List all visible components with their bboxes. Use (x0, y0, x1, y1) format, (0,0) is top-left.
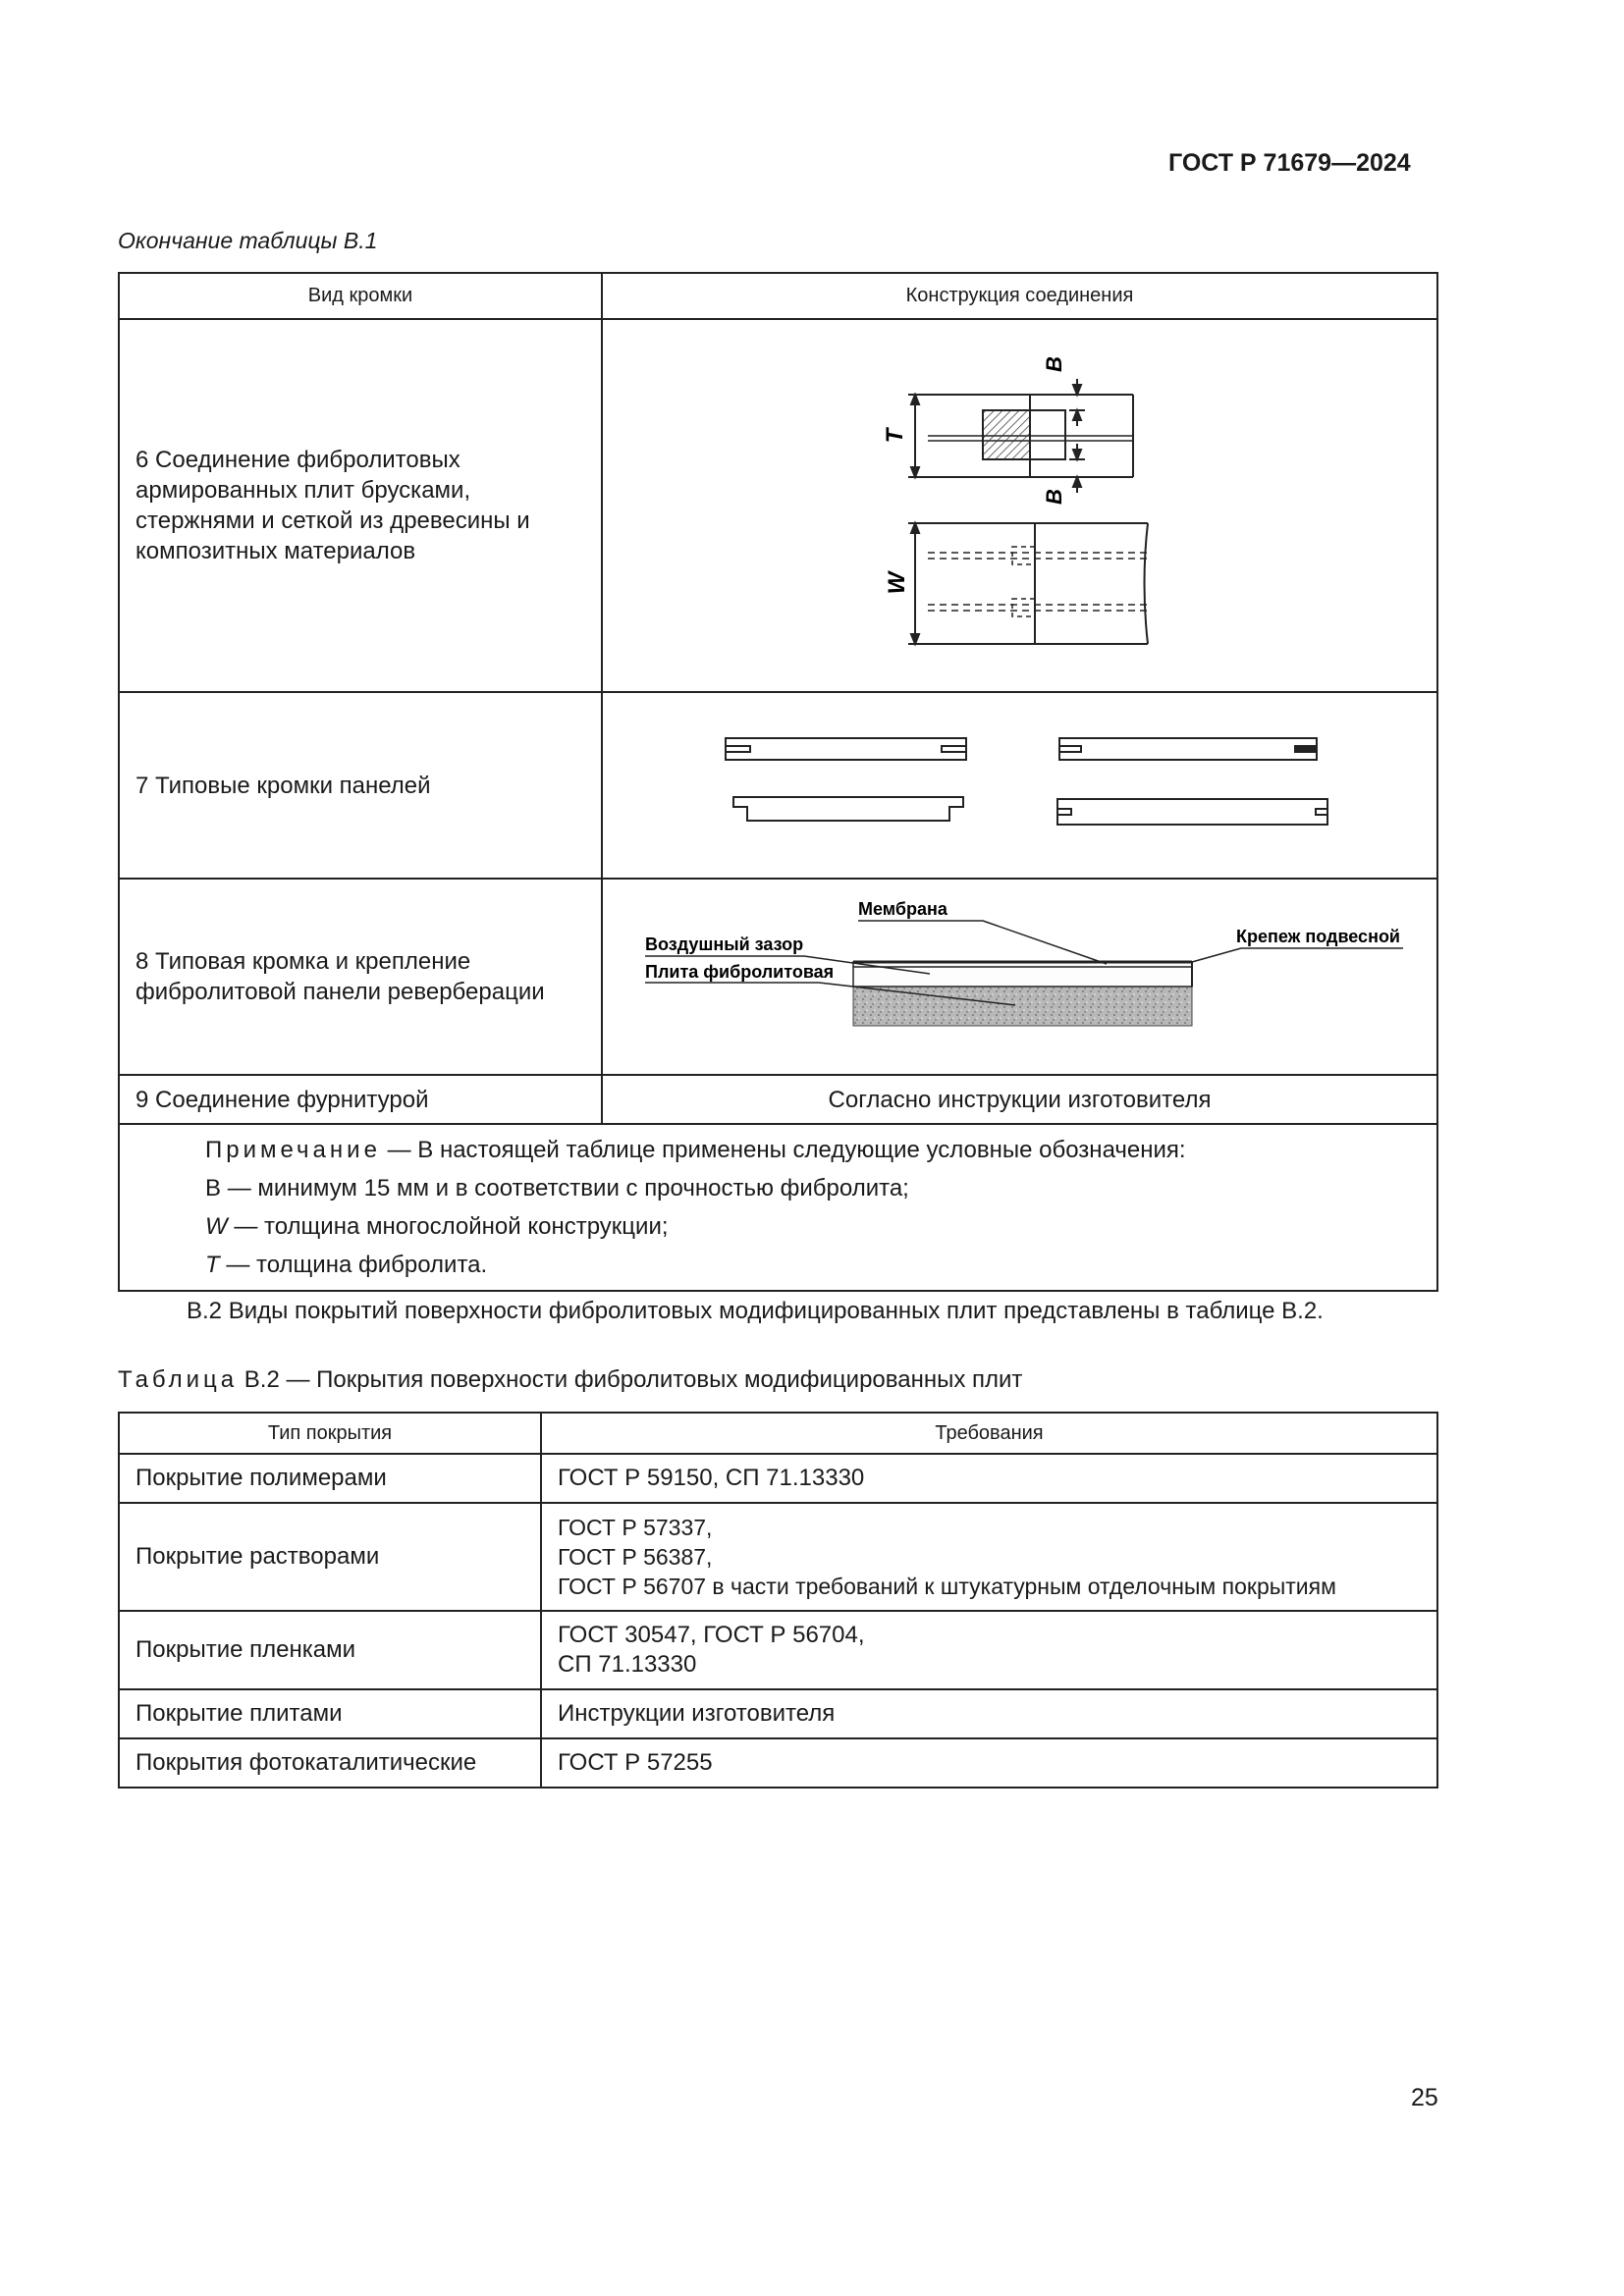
table-row (119, 1075, 1437, 1124)
joint-figure-cell (602, 319, 1437, 692)
reverberation-panel-drawing (618, 880, 1423, 1066)
b-dimension-label-bottom: B (1041, 489, 1066, 505)
table-row (119, 319, 1437, 692)
fastener-label: Крепеж подвесной (1235, 927, 1400, 946)
requirements-cell: Инструкции изготовителя (541, 1689, 1437, 1738)
joint-figure-cell (602, 879, 1437, 1075)
b-dimension-label-top: B (1041, 356, 1066, 372)
requirements-cell: ГОСТ Р 59150, СП 71.13330 (541, 1454, 1437, 1503)
membrane-label: Мембрана (857, 899, 947, 919)
coating-type-cell: Покрытия фотокаталитические (119, 1738, 541, 1788)
edge-type-cell: 7 Типовые кромки панелей (119, 692, 602, 879)
col-header-edge-type: Вид кромки (119, 273, 602, 319)
requirements-cell: ГОСТ Р 57255 (541, 1738, 1437, 1788)
reinforced-joint-drawing (618, 320, 1423, 683)
table-b1 (118, 272, 1438, 1292)
requirements-cell: ГОСТ 30547, ГОСТ Р 56704, СП 71.13330 (541, 1611, 1437, 1689)
col-header-coating-type: Тип покрытия (119, 1413, 541, 1454)
table-continuation-caption: Окончание таблицы В.1 (118, 228, 378, 253)
note-item-w: W — толщина многослойной конструкции; (205, 1213, 669, 1240)
page-number: 25 (1411, 2084, 1438, 2111)
table-row (119, 1689, 1437, 1738)
table-row (119, 1738, 1437, 1788)
note-row (119, 1124, 1437, 1291)
coating-type-cell: Покрытие плитами (119, 1689, 541, 1738)
w-dimension-label: W (883, 571, 910, 595)
requirements-cell: ГОСТ Р 57337, ГОСТ Р 56387, ГОСТ Р 56707 в части требований к штукатурным отделочным покрытиям (541, 1503, 1437, 1611)
edge-type-cell: 9 Соединение фурнитурой (119, 1075, 602, 1124)
joint-construction-cell: Согласно инструкции изготовителя (602, 1075, 1437, 1124)
note-label: Примечание (205, 1137, 381, 1163)
table-header-row (119, 273, 1437, 319)
table-b2-caption: Таблица В.2 — Покрытия поверхности фибролитовых модифицированных плит (118, 1366, 1023, 1393)
panel-edges-drawing (618, 693, 1423, 870)
paragraph-b2: В.2 Виды покрытий поверхности фибролитовых модифицированных плит представлены в таблице В.2. (187, 1298, 1324, 1324)
coating-type-cell: Покрытие пленками (119, 1611, 541, 1689)
note-item-b: В — минимум 15 мм и в соответствии с прочностью фибролита; (205, 1175, 909, 1201)
document-code: ГОСТ Р 71679—2024 (1168, 149, 1411, 177)
edge-type-cell: 6 Соединение фибролитовых армированных плит брусками, стержнями и сеткой из древесины и композитных материалов (119, 319, 602, 692)
coating-type-cell: Покрытие полимерами (119, 1454, 541, 1503)
edge-type-cell: 8 Типовая кромка и крепление фибролитовой панели реверберации (119, 879, 602, 1075)
table-row (119, 879, 1437, 1075)
t-dimension-label: T (881, 428, 908, 444)
table-row (119, 692, 1437, 879)
note-intro: Примечание — В настоящей таблице применены следующие условные обозначения: (205, 1137, 1186, 1163)
table-row (119, 1611, 1437, 1689)
joint-figure-cell (602, 692, 1437, 879)
table-row (119, 1454, 1437, 1503)
table-row (119, 1503, 1437, 1611)
note-item-t: T — толщина фибролита. (205, 1252, 488, 1278)
air-gap-label: Воздушный зазор (644, 934, 803, 954)
coating-type-cell: Покрытие растворами (119, 1503, 541, 1611)
table-note (119, 1124, 1437, 1291)
slab-label: Плита фибролитовая (644, 962, 834, 982)
table-header-row (119, 1413, 1437, 1454)
col-header-joint-construction: Конструкция соединения (602, 273, 1437, 319)
table-b2 (118, 1412, 1438, 1789)
col-header-requirements: Требования (541, 1413, 1437, 1454)
